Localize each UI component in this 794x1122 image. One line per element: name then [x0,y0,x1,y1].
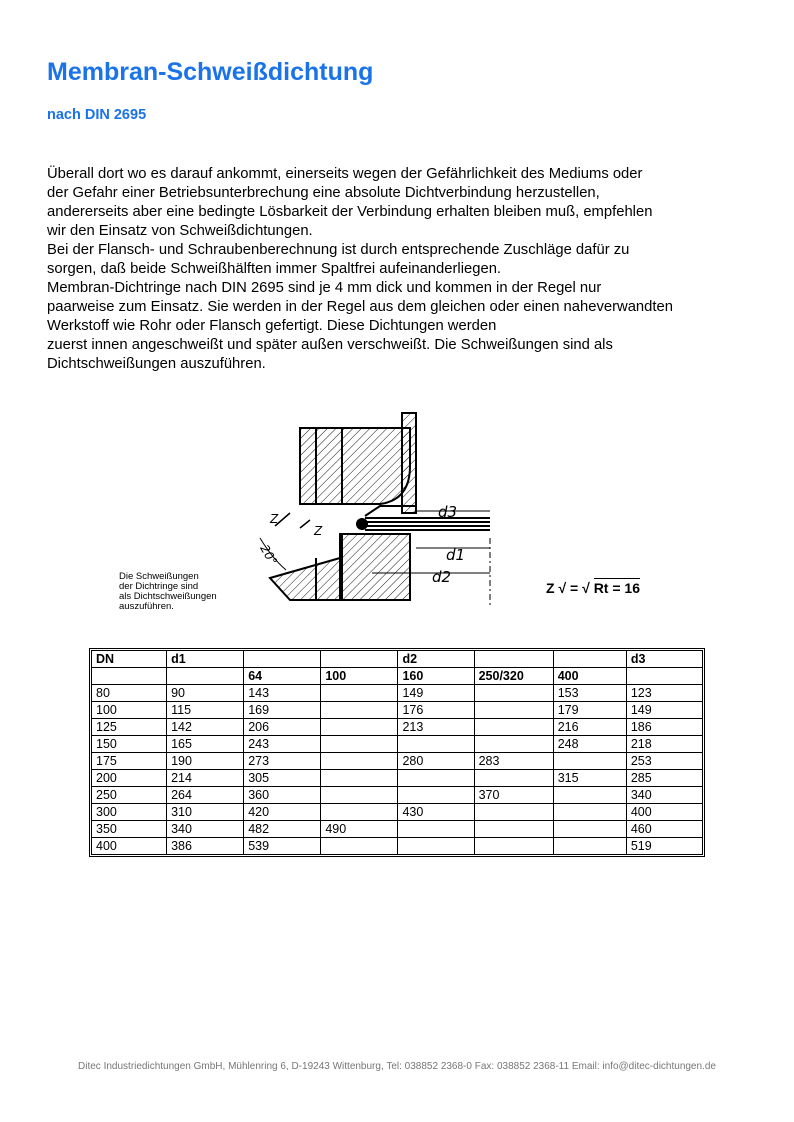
table-cell: 340 [626,787,702,804]
formula-rt: Rt = 16 [593,580,640,596]
table-cell: 386 [167,838,244,855]
table-cell: 250 [92,787,167,804]
table-cell [92,668,167,685]
pipe-wall [402,413,416,513]
formula-equals: = [570,580,579,596]
table-cell [321,685,398,702]
table-row [92,685,703,702]
table-cell [553,787,626,804]
table-cell [398,787,474,804]
table-cell [321,753,398,770]
table-cell [398,838,474,855]
table-cell [474,651,553,668]
table-cell: 248 [553,736,626,753]
table-cell: d2 [398,651,474,668]
table-cell [474,719,553,736]
table-cell [474,770,553,787]
table-cell [398,736,474,753]
lower-flange [340,534,410,600]
table-cell: 370 [474,787,553,804]
table-cell: 150 [92,736,167,753]
table-cell [321,787,398,804]
table-cell: 90 [167,685,244,702]
table-cell: 250/320 [474,668,553,685]
table-cell: 149 [626,702,702,719]
table-cell [474,821,553,838]
figure-note: Die Schweißungen der Dichtringe sind als Dichtschweißungen auszuführen. [119,571,217,612]
table-cell: 305 [244,770,321,787]
table-cell: 490 [321,821,398,838]
label-angle: 20° [257,542,281,568]
label-d1: d1 [446,546,466,564]
table-cell: 165 [167,736,244,753]
table-cell [474,685,553,702]
table-cell: 206 [244,719,321,736]
table-cell: 482 [244,821,321,838]
table-cell [321,702,398,719]
table-cell: 285 [626,770,702,787]
table-cell: d1 [167,651,244,668]
table-cell: 400 [626,804,702,821]
table-cell [474,838,553,855]
table-row [92,702,703,719]
paragraph-line: Werkstoff wie Rohr oder Flansch gefertigt. Diese Dichtungen werden [47,318,497,334]
table-cell: 179 [553,702,626,719]
paragraph-line: wir den Einsatz von Schweißdichtungen. [47,223,313,239]
table-cell: 186 [626,719,702,736]
label-d3: d3 [438,503,458,521]
table-row [92,736,703,753]
table-cell: 243 [244,736,321,753]
paragraph-line: sorgen, daß beide Schweißhälften immer Spaltfrei aufeinanderliegen. [47,261,502,277]
table-cell [474,702,553,719]
table-cell: 218 [626,736,702,753]
table-cell: 64 [244,668,321,685]
table-row [92,753,703,770]
table-cell: 400 [92,838,167,855]
table-cell: 460 [626,821,702,838]
paragraph-line: Dichtschweißungen auszuführen. [47,356,266,372]
table-cell: 315 [553,770,626,787]
paragraph-line: Membran-Dichtringe nach DIN 2695 sind je 4 mm dick und kommen in der Regel nur [47,280,602,296]
table-cell [553,651,626,668]
table-cell: 273 [244,753,321,770]
label-z-lower: Z [314,524,323,538]
table-cell [553,821,626,838]
table-cell [244,651,321,668]
table-cell: 430 [398,804,474,821]
paragraph-line: zuerst innen angeschweißt und später außen verschweißt. Die Schweißungen sind als [47,337,613,353]
paragraph-line: paarweise zum Einsatz. Sie werden in der Regel aus dem gleichen oder einen naheverwandten [47,299,673,315]
table-cell: 160 [398,668,474,685]
paragraph-line: andererseits aber eine bedingte Lösbarkeit der Verbindung erhalten bleiben muß, empfehlen [47,204,653,220]
checkmark-icon: √ [558,580,567,596]
table-cell [398,770,474,787]
table-cell [474,736,553,753]
table-cell [474,804,553,821]
footer-contact: Ditec Industriedichtungen GmbH, Mühlenring 6, D-19243 Wittenburg, Tel: 038852 2368-0 Fax: 038852 2368-11 Email: info@ditec-dichtungen.de [78,1061,716,1072]
table-cell [321,804,398,821]
table-cell: 153 [553,685,626,702]
page-title: Membran-Schweißdichtung [47,58,374,86]
checkmark-icon: √ [582,580,590,596]
description-paragraph [47,165,747,374]
table-cell [553,838,626,855]
formula-z: Z [546,580,555,596]
table-cell: 400 [553,668,626,685]
table-cell: 176 [398,702,474,719]
table-cell: 539 [244,838,321,855]
paragraph-line: der Gefahr einer Betriebsunterbrechung eine absolute Dichtverbindung herzustellen, [47,185,600,201]
table-row [92,821,703,838]
table-header-row [92,651,703,668]
table-cell: 190 [167,753,244,770]
table-cell: 280 [398,753,474,770]
technical-drawing [110,408,690,630]
page-subtitle: nach DIN 2695 [47,107,147,123]
table-cell: 123 [626,685,702,702]
table-cell: 149 [398,685,474,702]
table-cell: 264 [167,787,244,804]
table-cell [321,838,398,855]
table-cell: 216 [553,719,626,736]
table-row [92,719,703,736]
paragraph-line: Überall dort wo es darauf ankommt, einerseits wegen der Gefährlichkeit des Mediums oder [47,166,643,182]
label-d2: d2 [432,568,452,586]
table-cell: 142 [167,719,244,736]
table-cell [626,668,702,685]
table-cell: 310 [167,804,244,821]
table-cell: 169 [244,702,321,719]
table-cell: 80 [92,685,167,702]
table-cell [321,736,398,753]
table-cell: 300 [92,804,167,821]
table-row [92,770,703,787]
table-row [92,787,703,804]
table-cell: d3 [626,651,702,668]
membrane-rings [365,518,490,530]
table-cell: 350 [92,821,167,838]
table-cell: 143 [244,685,321,702]
table-cell [553,753,626,770]
table-cell [167,668,244,685]
table-cell: 214 [167,770,244,787]
dimension-table [89,648,705,857]
table-header-row [92,668,703,685]
table-row [92,838,703,855]
table-cell: 100 [321,668,398,685]
table-cell [398,821,474,838]
surface-roughness-formula [546,580,640,596]
table-cell: 420 [244,804,321,821]
table-cell: 125 [92,719,167,736]
dimension-table-grid [91,650,703,855]
table-cell [321,719,398,736]
table-cell [321,770,398,787]
table-cell: DN [92,651,167,668]
weld-seam [356,518,368,530]
table-cell: 253 [626,753,702,770]
paragraph-line: Bei der Flansch- und Schraubenberechnung ist durch entsprechende Zuschläge dafür zu [47,242,630,258]
table-cell [321,651,398,668]
table-cell: 340 [167,821,244,838]
table-cell: 519 [626,838,702,855]
table-cell: 115 [167,702,244,719]
table-row [92,804,703,821]
table-cell [553,804,626,821]
table-cell: 283 [474,753,553,770]
table-cell: 200 [92,770,167,787]
table-cell: 175 [92,753,167,770]
label-z-upper: Z [270,512,279,526]
table-cell: 360 [244,787,321,804]
table-cell: 100 [92,702,167,719]
table-cell: 213 [398,719,474,736]
